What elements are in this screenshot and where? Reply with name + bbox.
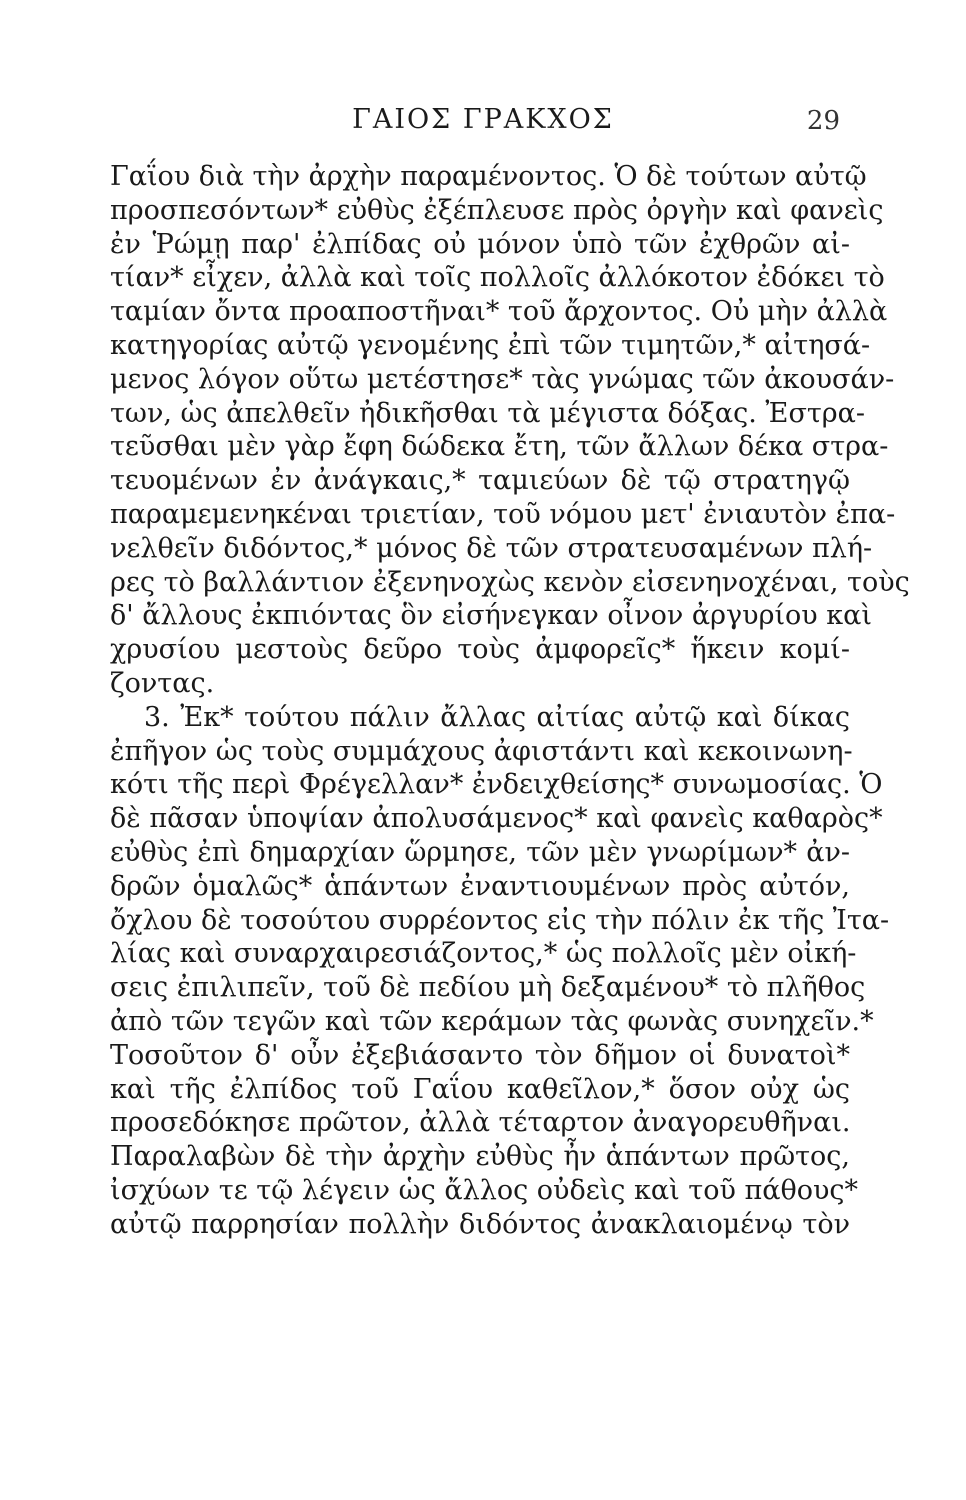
page-number: 29 — [806, 106, 840, 136]
text-line: καὶ τῆς ἐλπίδος τοῦ Γαΐου καθεῖλον,* ὅσον οὐχ ὡς — [110, 1073, 850, 1105]
text-line: νελθεῖν διδόντος,* μόνος δὲ τῶν στρατευσαμένων πλή- — [110, 532, 873, 564]
text-line: Τοσοῦτον δ' οὖν ἐξεβιάσαντο τὸν δῆμον οἱ δυνατοὶ* — [110, 1039, 850, 1071]
text-line: Γαΐου διὰ τὴν ἀρχὴν παραμένοντος. Ὁ δὲ τούτων αὐτῷ — [110, 161, 867, 192]
text-line: μενος λόγον οὕτω μετέστησε* τὰς γνώμας τῶν ἀκουσάν- — [110, 363, 895, 395]
text-line: εὐθὺς ἐπὶ δημαρχίαν ὥρμησε, τῶν μὲν γνωρίμων* ἀν- — [110, 836, 850, 868]
text-line: ὄχλου δὲ τοσούτου συρρέοντος εἰς τὴν πόλιν ἐκ τῆς Ἰτα- — [110, 904, 890, 936]
text-line: προσπεσόντων* εὐθὺς ἐξέπλευσε πρὸς ὀργὴν καὶ φανεὶς — [110, 194, 884, 226]
text-line: χρυσίου μεστοὺς δεῦρο τοὺς ἀμφορεῖς* ἥκειν κομί- — [110, 634, 850, 666]
text-line: κατηγορίας αὐτῷ γενομένης ἐπὶ τῶν τιμητῶν,* αἰτησά- — [110, 329, 871, 361]
text-line: αὐτῷ παρρησίαν πολλὴν διδόντος ἀνακλαιομένῳ τὸν — [110, 1208, 850, 1240]
text-line: Παραλαβὼν δὲ τὴν ἀρχὴν εὐθὺς ἦν ἁπάντων πρῶτος, — [110, 1141, 850, 1173]
text-line: δὲ πᾶσαν ὑποψίαν ἀπολυσάμενος* καὶ φανεὶς καθαρὸς* — [110, 803, 883, 835]
text-line: δρῶν ὁμαλῶς* ἁπάντων ἐναντιουμένων πρὸς αὐτόν, — [110, 870, 850, 902]
text-line: ἐν Ῥώμῃ παρ' ἐλπίδας οὐ μόνον ὑπὸ τῶν ἐχθρῶν αἰ- — [110, 228, 850, 260]
text-line: ρες τὸ βαλλάντιον ἐξενηνοχὼς κενὸν εἰσενηνοχέναι, τοὺς — [110, 566, 910, 598]
text-line: τίαν* εἶχεν, ἀλλὰ καὶ τοῖς πολλοῖς ἀλλόκοτον ἐδόκει τὸ — [110, 262, 885, 294]
text-line: ἐπῆγον ὡς τοὺς συμμάχους ἀφιστάντι καὶ κεκοινωνη- — [110, 735, 853, 767]
text-line: παραμεμενηκέναι τριετίαν, τοῦ νόμου μετ' ἐνιαυτὸν ἐπα- — [110, 498, 896, 530]
text-line: τεῦσθαι μὲν γὰρ ἔφη δώδεκα ἔτη, τῶν ἄλλων δέκα στρα- — [110, 431, 889, 463]
text-line: σεις ἐπιλιπεῖν, τοῦ δὲ πεδίου μὴ δεξαμένου* τὸ πλῆθος — [110, 972, 866, 1004]
running-head — [0, 100, 966, 140]
text-line: τευομένων ἐν ἀνάγκαις,* ταμιεύων δὲ τῷ στρατηγῷ — [110, 465, 850, 497]
text-line: δ' ἄλλους ἐκπιόντας ὃν εἰσήνεγκαν οἶνον ἀργυρίου καὶ — [110, 600, 872, 632]
body-text — [110, 160, 910, 1242]
text-line: ἀπὸ τῶν τεγῶν καὶ τῶν κεράμων τὰς φωνὰς συνηχεῖν.* — [110, 1005, 874, 1037]
running-head-title: ΓΑΙΟΣ ΓΡΑΚΧΟΣ — [352, 104, 614, 135]
text-line: των, ὡς ἀπελθεῖν ἠδικῆσθαι τὰ μέγιστα δόξας. Ἐστρα- — [110, 397, 866, 429]
text-line-section-start: 3. Ἐκ* τούτου πάλιν ἄλλας αἰτίας αὐτῷ καὶ δίκας — [144, 701, 850, 733]
text-line: ἰσχύων τε τῷ λέγειν ὡς ἄλλος οὐδεὶς καὶ τοῦ πάθους* — [110, 1174, 858, 1206]
text-line: λίας καὶ συναρχαιρεσιάζοντος,* ὡς πολλοῖς μὲν οἰκή- — [110, 938, 857, 970]
text-line: ταμίαν ὄντα προαποστῆναι* τοῦ ἄρχοντος. Οὐ μὴν ἀλλὰ — [110, 296, 888, 328]
text-line: κότι τῆς περὶ Φρέγελλαν* ἐνδειχθείσης* συνωμοσίας. Ὁ — [110, 769, 883, 801]
text-line-paragraph-end: ζοντας. — [110, 667, 215, 699]
text-line: προσεδόκησε πρῶτον, ἀλλὰ τέταρτον ἀναγορευθῆναι. — [110, 1107, 851, 1139]
